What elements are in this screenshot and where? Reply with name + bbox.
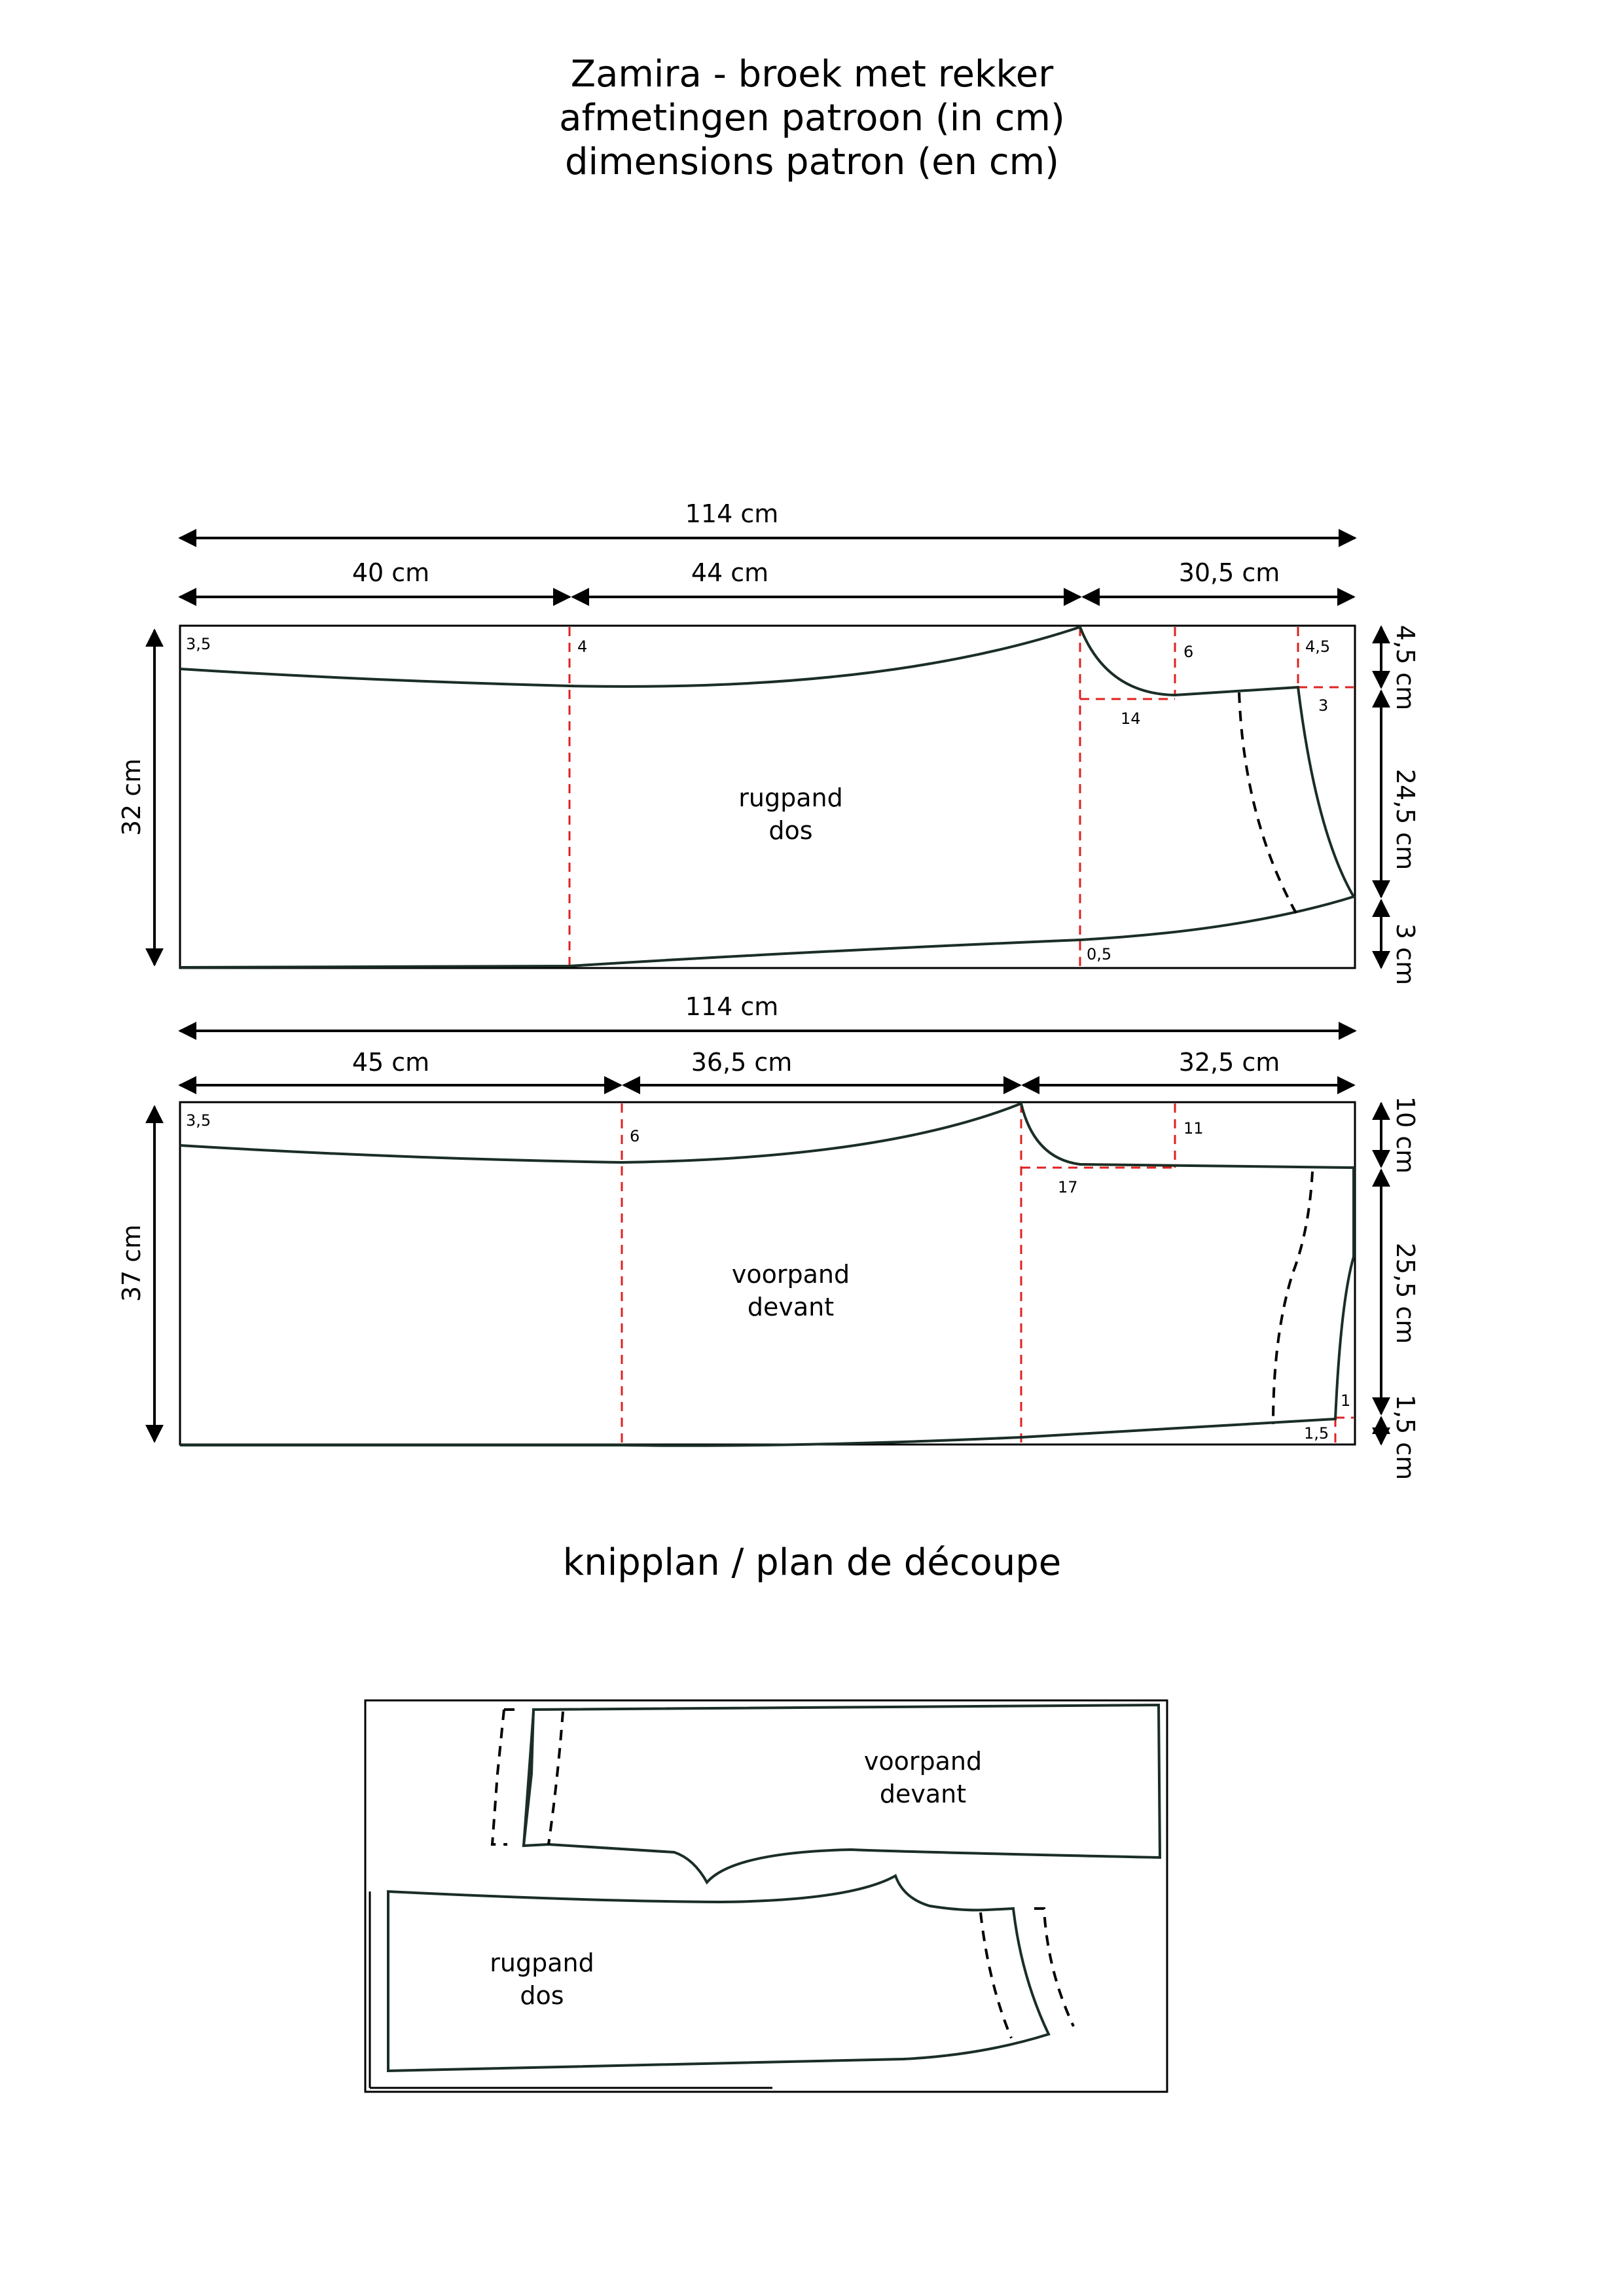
back-label-nl: rugpand bbox=[738, 783, 843, 812]
back-mark-5: 14 bbox=[1121, 709, 1141, 728]
layout-back-seam-allowance-2 bbox=[1034, 1909, 1074, 2026]
back-right-mid-label: 24,5 cm bbox=[1391, 768, 1420, 870]
layout-front-seam-allowance-2 bbox=[549, 1712, 563, 1844]
back-right-top-label: 4,5 cm bbox=[1391, 624, 1420, 711]
layout-back-label-fr: dos bbox=[520, 1981, 564, 2010]
back-right-bottom-label: 3 cm bbox=[1391, 923, 1420, 986]
back-mark-7: 0,5 bbox=[1087, 945, 1112, 963]
front-right-bottom-label: 1,5 cm bbox=[1391, 1394, 1420, 1480]
back-seg3-label: 30,5 cm bbox=[1178, 558, 1280, 587]
back-total-width-label: 114 cm bbox=[685, 499, 779, 528]
front-mark-4: 17 bbox=[1058, 1178, 1078, 1196]
front-seg1-label: 45 cm bbox=[352, 1048, 430, 1077]
back-label-fr: dos bbox=[768, 816, 813, 845]
layout-back-seam-allowance-1 bbox=[981, 1912, 1011, 2038]
layout-back-label-nl: rugpand bbox=[490, 1948, 594, 1977]
back-mark-6: 3 bbox=[1318, 696, 1329, 715]
back-piece-diagram bbox=[117, 499, 1420, 985]
front-mark-3: 11 bbox=[1183, 1119, 1204, 1138]
layout-front-outline bbox=[524, 1705, 1160, 1882]
cutting-plan-title: knipplan / plan de découpe bbox=[562, 1541, 1062, 1584]
back-height-label: 32 cm bbox=[117, 758, 146, 836]
back-mark-3: 6 bbox=[1183, 643, 1194, 661]
layout-back-outline bbox=[388, 1876, 1049, 2071]
layout-front-seam-allowance-1 bbox=[492, 1710, 517, 1844]
front-mark-2: 6 bbox=[630, 1127, 640, 1145]
back-mark-4: 4,5 bbox=[1305, 637, 1331, 656]
front-right-mid-label: 25,5 cm bbox=[1391, 1242, 1420, 1344]
front-seg2-label: 36,5 cm bbox=[691, 1048, 793, 1077]
layout-front-label-nl: voorpand bbox=[863, 1747, 983, 1776]
back-seg2-label: 44 cm bbox=[691, 558, 769, 587]
back-seg1-label: 40 cm bbox=[352, 558, 430, 587]
front-seg3-label: 32,5 cm bbox=[1178, 1048, 1280, 1077]
title-line-2: afmetingen patroon (in cm) bbox=[559, 97, 1065, 139]
back-seam-allowance bbox=[1239, 692, 1296, 913]
front-mark-5: 1 bbox=[1341, 1391, 1351, 1410]
back-mark-2: 4 bbox=[577, 637, 588, 656]
layout-front-label-fr: devant bbox=[879, 1780, 967, 1808]
front-mark-6: 1,5 bbox=[1304, 1424, 1329, 1443]
front-right-top-label: 10 cm bbox=[1391, 1096, 1420, 1174]
back-mark-1: 3,5 bbox=[186, 635, 211, 653]
front-mark-1: 3,5 bbox=[186, 1111, 211, 1130]
front-label-nl: voorpand bbox=[731, 1260, 850, 1289]
cutting-plan-diagram bbox=[365, 1700, 1167, 2092]
front-total-width-label: 114 cm bbox=[685, 992, 779, 1021]
front-piece-diagram bbox=[117, 992, 1420, 1480]
front-label-fr: devant bbox=[747, 1293, 835, 1321]
front-height-label: 37 cm bbox=[117, 1224, 146, 1302]
title-line-1: Zamira - broek met rekker bbox=[570, 53, 1054, 96]
front-seam-allowance bbox=[1273, 1172, 1312, 1424]
title-line-3: dimensions patron (en cm) bbox=[564, 141, 1059, 183]
